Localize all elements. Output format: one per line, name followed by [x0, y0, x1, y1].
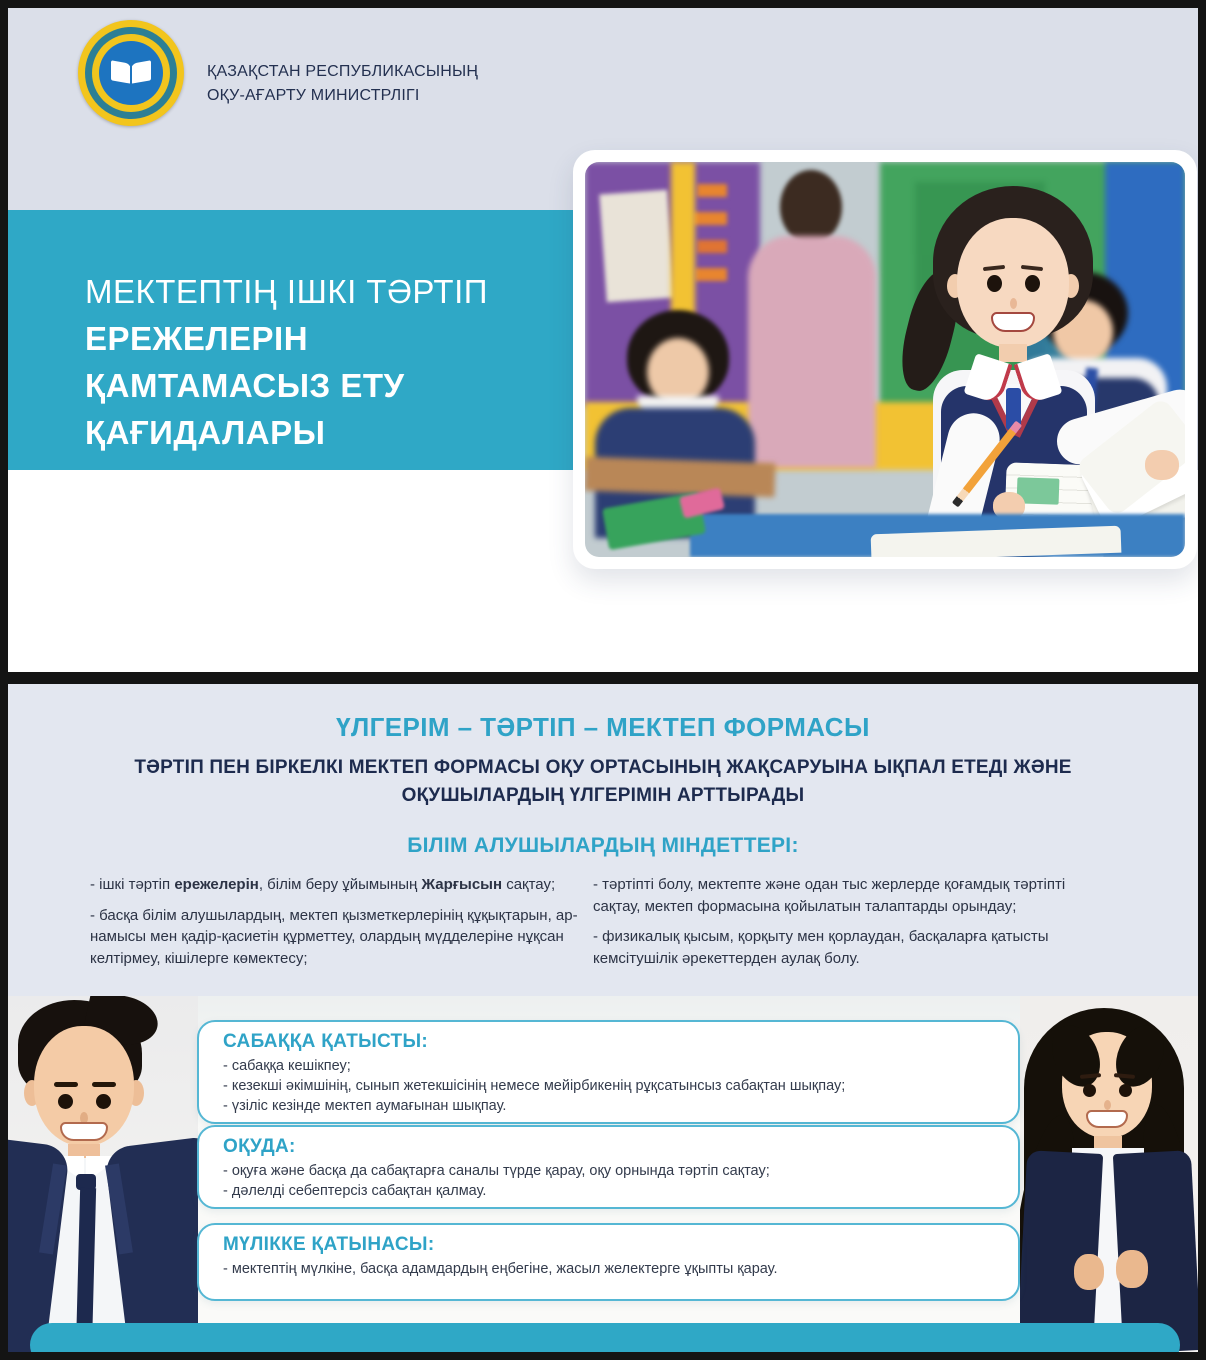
- main-girl-eye: [1025, 275, 1040, 292]
- girl-smile: [1086, 1110, 1128, 1128]
- ministry-name: [207, 60, 537, 108]
- girl-eye: [1119, 1084, 1132, 1097]
- duty-item: - физикалық қысым, қорқыту мен қорлаудан, басқаларға қатысты кемсітушілік әрекеттерден аулақ болу.: [593, 928, 1049, 967]
- duties-heading: БІЛІМ АЛУШЫЛАРДЫҢ МІНДЕТТЕРІ:: [407, 834, 799, 857]
- teacher-body: [748, 236, 876, 468]
- boy-smile: [60, 1122, 108, 1141]
- boy-brow: [92, 1082, 116, 1087]
- poster-sheet: [599, 190, 674, 302]
- classroom-photo: [585, 162, 1185, 557]
- rule-box-item: - оқуға және басқа да сабақтарға саналы түрде қарау, оқу орнында тәртіп сақтау;: [223, 1163, 770, 1179]
- boy-eye: [96, 1094, 111, 1109]
- section-heading: ҮЛГЕРІМ – ТӘРТІП – МЕКТЕП ФОРМАСЫ: [336, 712, 870, 742]
- rule-box-title: САБАҚҚА ҚАТЫСТЫ:: [223, 1031, 428, 1052]
- main-girl-hand: [1145, 450, 1179, 480]
- orange-tab: [697, 240, 727, 253]
- ministry-name-line1: ҚАЗАҚСТАН РЕСПУБЛИКАСЫНЫҢ: [207, 63, 479, 80]
- ministry-name-line2: ОҚУ-АҒАРТУ МИНИСТРЛІГІ: [207, 87, 420, 104]
- open-book-icon: [111, 62, 151, 84]
- rule-box-property: [197, 1223, 1020, 1301]
- rule-box-item: - кезекші әкімшінің, сынып жетекшісінің немесе мейірбикенің рұқсатынсыз сабақтан шықпау;: [223, 1078, 846, 1094]
- poster-title-line-2: ЕРЕЖЕЛЕРІН: [85, 320, 309, 357]
- rule-box-lessons: [197, 1020, 1020, 1124]
- duty-item: - басқа білім алушылардың, мектеп қызметкерлерінің құқықтарын, ар-намысы мен қадір-қасиетін құрметтеу, олардың мүдделеріне нұқсан келтірмеу, кішілерге көмектесу;: [90, 906, 578, 967]
- rule-box-title: МҮЛІККЕ ҚАТЫНАСЫ:: [223, 1234, 435, 1255]
- bottom-panel: [8, 684, 1198, 1352]
- duty-item: - тәртіпті болу, мектепте және одан тыс жерлерде қоғамдық тәртіпті сақтау, мектеп формасына қойылатын талаптарды орындау;: [593, 876, 1066, 915]
- girl-hand: [1116, 1250, 1148, 1288]
- rule-box-item: - мектептің мүлкіне, басқа адамдардың еңбегіне, жасыл желектерге ұқыпты қарау.: [223, 1261, 778, 1277]
- poster-title-line-4: ҚАҒИДАЛАРЫ: [85, 414, 326, 451]
- wooden-desk-left: [585, 457, 776, 498]
- main-girl-eye: [987, 275, 1002, 292]
- duty-item: - ішкі тәртіп ережелерін, білім беру ұйымының Жарғысын сақтау;: [90, 876, 556, 893]
- boy-eye: [58, 1094, 73, 1109]
- classroom-photo-card: [573, 150, 1197, 569]
- footer-teal-bar: [30, 1323, 1180, 1352]
- boy-brow: [54, 1082, 78, 1087]
- orange-tab: [697, 184, 727, 197]
- rule-box-item: - сабаққа кешікпеу;: [223, 1058, 351, 1074]
- poster-title-band: [8, 210, 585, 470]
- poster-title-line-1: МЕКТЕПТІҢ ІШКІ ТӘРТІП: [85, 273, 488, 310]
- rule-box-item: - үзіліс кезінде мектеп аумағынан шықпау.: [223, 1098, 507, 1114]
- girl-student-photo: [1020, 996, 1198, 1352]
- section-subheading: ТӘРТІП ПЕН БІРКЕЛКІ МЕКТЕП ФОРМАСЫ ОҚУ ОРТАСЫНЫҢ ЖАҚСАРУЫНА ЫҚПАЛ ЕТЕДІ ЖӘНЕ ОҚУШЫЛАРДЫҢ ҮЛГЕРІМІН АРТТЫРАДЫ: [134, 757, 1072, 806]
- orange-tab: [695, 268, 727, 281]
- main-girl-nose: [1010, 298, 1017, 309]
- rule-box-item: - дәлелді себептерсіз сабақтан қалмау.: [223, 1183, 487, 1199]
- main-girl-smile: [991, 312, 1035, 332]
- main-girl-neck: [999, 344, 1027, 362]
- girl-blazer-left: [1020, 1150, 1103, 1352]
- duties-column-left: [90, 874, 585, 978]
- girl-nose: [1104, 1100, 1111, 1110]
- poster-title-line-3: ҚАМТАМАСЫЗ ЕТУ: [85, 367, 405, 404]
- top-panel: [8, 8, 1198, 672]
- rule-box-title: ОҚУДА:: [223, 1136, 296, 1157]
- rule-box-studies: [197, 1125, 1020, 1209]
- boy-student-photo: [8, 996, 198, 1352]
- duties-column-right: [593, 874, 1113, 978]
- ministry-emblem-logo: [78, 20, 184, 126]
- orange-tab: [693, 212, 727, 225]
- girl-hand: [1074, 1254, 1104, 1290]
- girl-eye: [1083, 1084, 1096, 1097]
- teacher-head: [780, 170, 842, 244]
